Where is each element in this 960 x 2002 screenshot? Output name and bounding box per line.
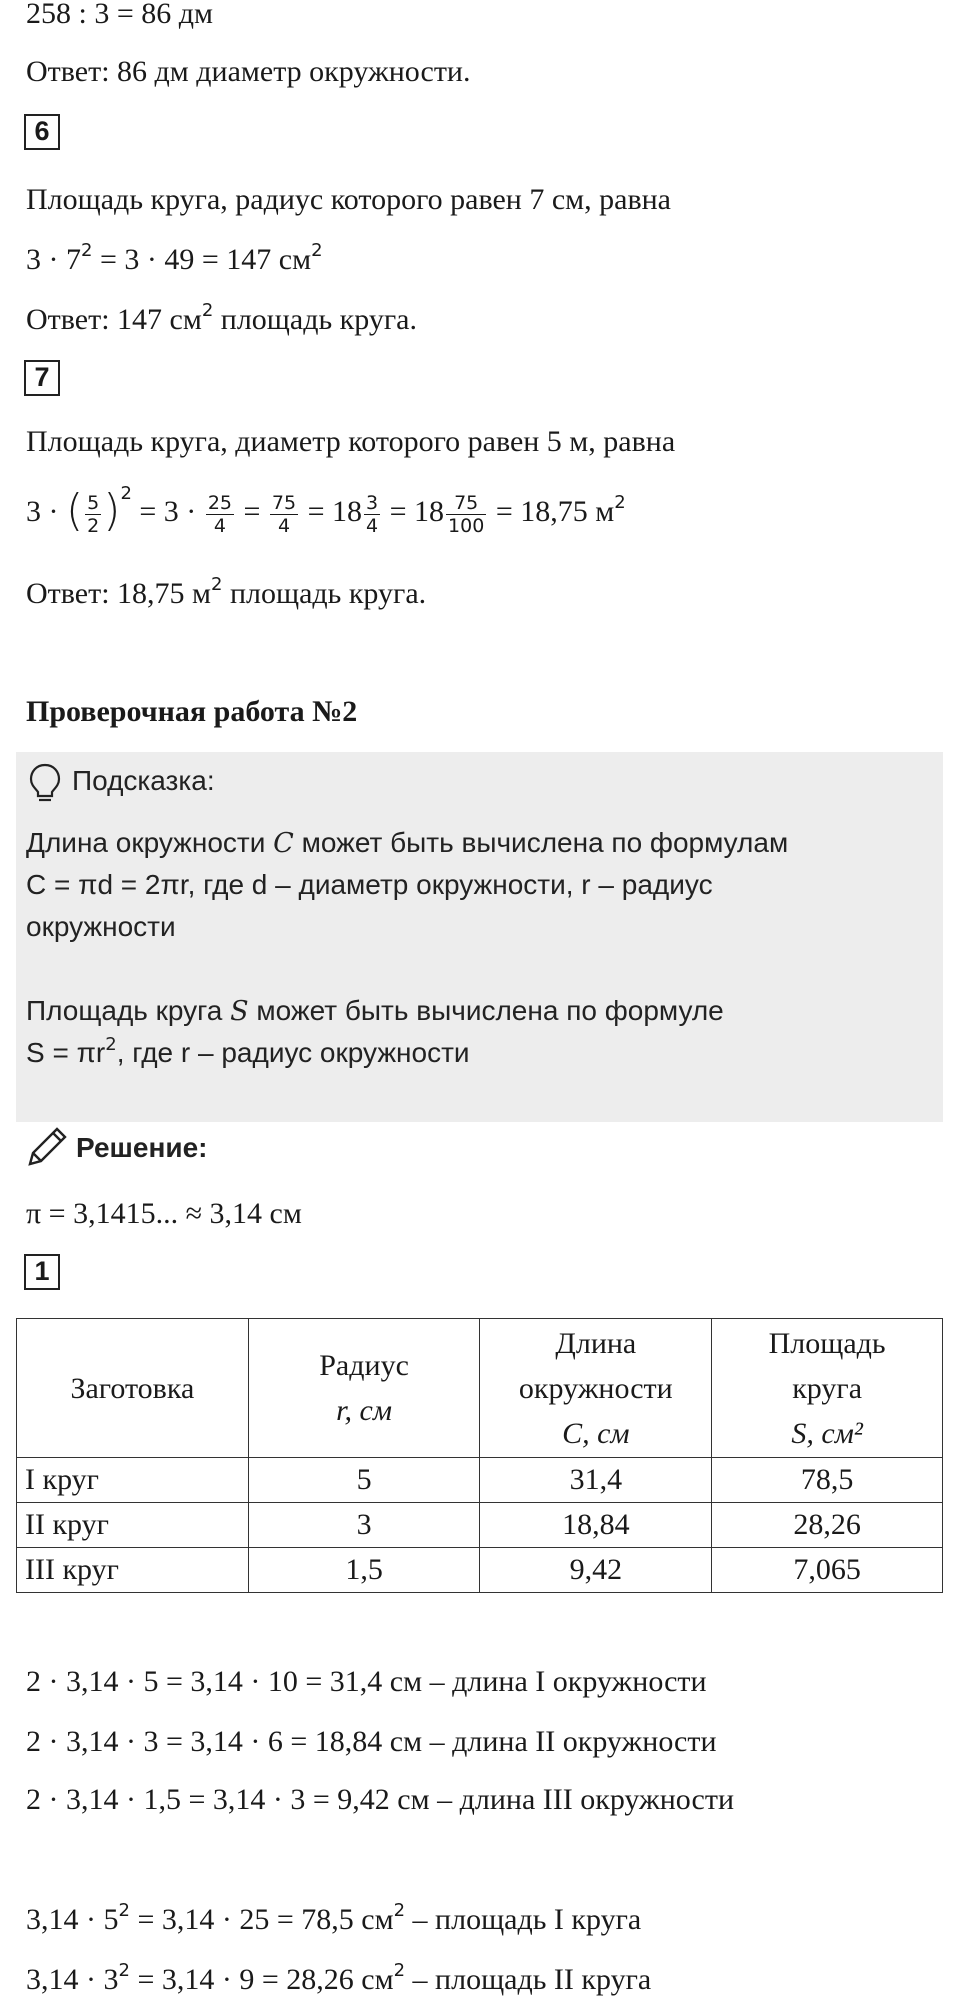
- table-cell: II круг: [17, 1503, 249, 1548]
- fraction: $\frac{25}{4}$: [207, 491, 232, 537]
- calc-line: $3,14 \cdot 3^2 = 3,14 \cdot 9 = 28,26$ $см^2$ – площадь II круга: [26, 1960, 652, 1996]
- hint-title: Подсказка:: [72, 765, 215, 796]
- section-heading: Проверочная работа №2: [26, 695, 358, 728]
- table-row: [17, 1458, 943, 1503]
- calc-line: 2 · 3,14 · 3 = 3,14 · 6 = 18,84 см – длина II окружности: [26, 1725, 717, 1758]
- table-row: [17, 1548, 943, 1593]
- hint-text: окружности: [26, 911, 176, 942]
- solution-title: Решение:: [76, 1132, 208, 1163]
- task-number-box: 7: [24, 360, 60, 396]
- hint-formula: C = πd = 2πr, где d – диаметр окружности, r – радиус: [26, 869, 713, 900]
- table-cell: 5: [248, 1458, 480, 1503]
- calc-line: 2 · 3,14 · 5 = 3,14 · 10 = 31,4 см – длина I окружности: [26, 1665, 707, 1698]
- table-cell: III круг: [17, 1548, 249, 1593]
- table-header-row: [17, 1319, 943, 1458]
- table-cell: 9,42: [480, 1548, 712, 1593]
- fraction: $\frac{5}{2}$: [87, 491, 100, 537]
- hint-formula: $S = \pi r^2$, где r – радиус окружности: [26, 1034, 470, 1068]
- calc-line: $3,14 \cdot 5^2 = 3,14 \cdot 25 = 78,5$ $см^2$ – площадь I круга: [26, 1900, 642, 1936]
- column-header: Длина окружности C, см: [480, 1319, 712, 1458]
- calc-line: $3 \cdot 7^2 = 3 \cdot 49 = 147$ $см^2$: [26, 240, 323, 276]
- formula-line: 3 · ( $\frac{5}{2}$ )$^2$ = 3 · $\frac{25}{4}$ = $\frac{75}{4}$ = 18 $\frac{3}{4}$ = 18 $\frac{75}{100}$ = 18,75 $м^2$: [26, 483, 626, 537]
- task-text: Площадь круга, радиус которого равен 7 см, равна: [26, 183, 671, 216]
- fraction: $\frac{3}{4}$: [366, 491, 379, 537]
- calc-line: 258 : 3 = 86 дм: [26, 0, 214, 30]
- fraction: $\frac{75}{100}$: [448, 491, 485, 537]
- results-table: [16, 1318, 943, 1593]
- answer-line: Ответ: 18,75 $м^2$ площадь круга.: [26, 574, 427, 610]
- fraction: $\frac{75}{4}$: [271, 491, 297, 537]
- table-cell: 7,065: [712, 1548, 943, 1593]
- hint-box: [16, 752, 943, 1122]
- task-text: Площадь круга, диаметр которого равен 5 м, равна: [26, 425, 676, 458]
- answer-line: Ответ: 86 дм диаметр окружности.: [26, 55, 471, 88]
- column-header: Радиус r, см: [248, 1319, 480, 1458]
- lightbulb-icon: [28, 762, 62, 809]
- task-number-box: 6: [24, 114, 60, 150]
- table-row: [17, 1503, 943, 1548]
- calc-line: 2 · 3,14 · 1,5 = 3,14 · 3 = 9,42 см – длина III окружности: [26, 1783, 735, 1816]
- table-cell: 18,84: [480, 1503, 712, 1548]
- table-cell: 3: [248, 1503, 480, 1548]
- task-number-box: 1: [24, 1254, 60, 1290]
- pencil-icon: [24, 1124, 70, 1175]
- hint-text: Длина окружности C может быть вычислена по формулам: [26, 827, 789, 859]
- pi-line: π = 3,1415... ≈ 3,14 см: [26, 1197, 302, 1230]
- answer-line: Ответ: 147 $см^2$ площадь круга.: [26, 300, 417, 336]
- table-cell: 78,5: [712, 1458, 943, 1503]
- table-cell: 28,26: [712, 1503, 943, 1548]
- column-header: Площадь круга S, см²: [712, 1319, 943, 1458]
- table-cell: 31,4: [480, 1458, 712, 1503]
- hint-text: Площадь круга S может быть вычислена по формуле: [26, 995, 724, 1027]
- table-cell: I круг: [17, 1458, 249, 1503]
- table-cell: 1,5: [248, 1548, 480, 1593]
- column-header: Заготовка: [17, 1319, 249, 1458]
